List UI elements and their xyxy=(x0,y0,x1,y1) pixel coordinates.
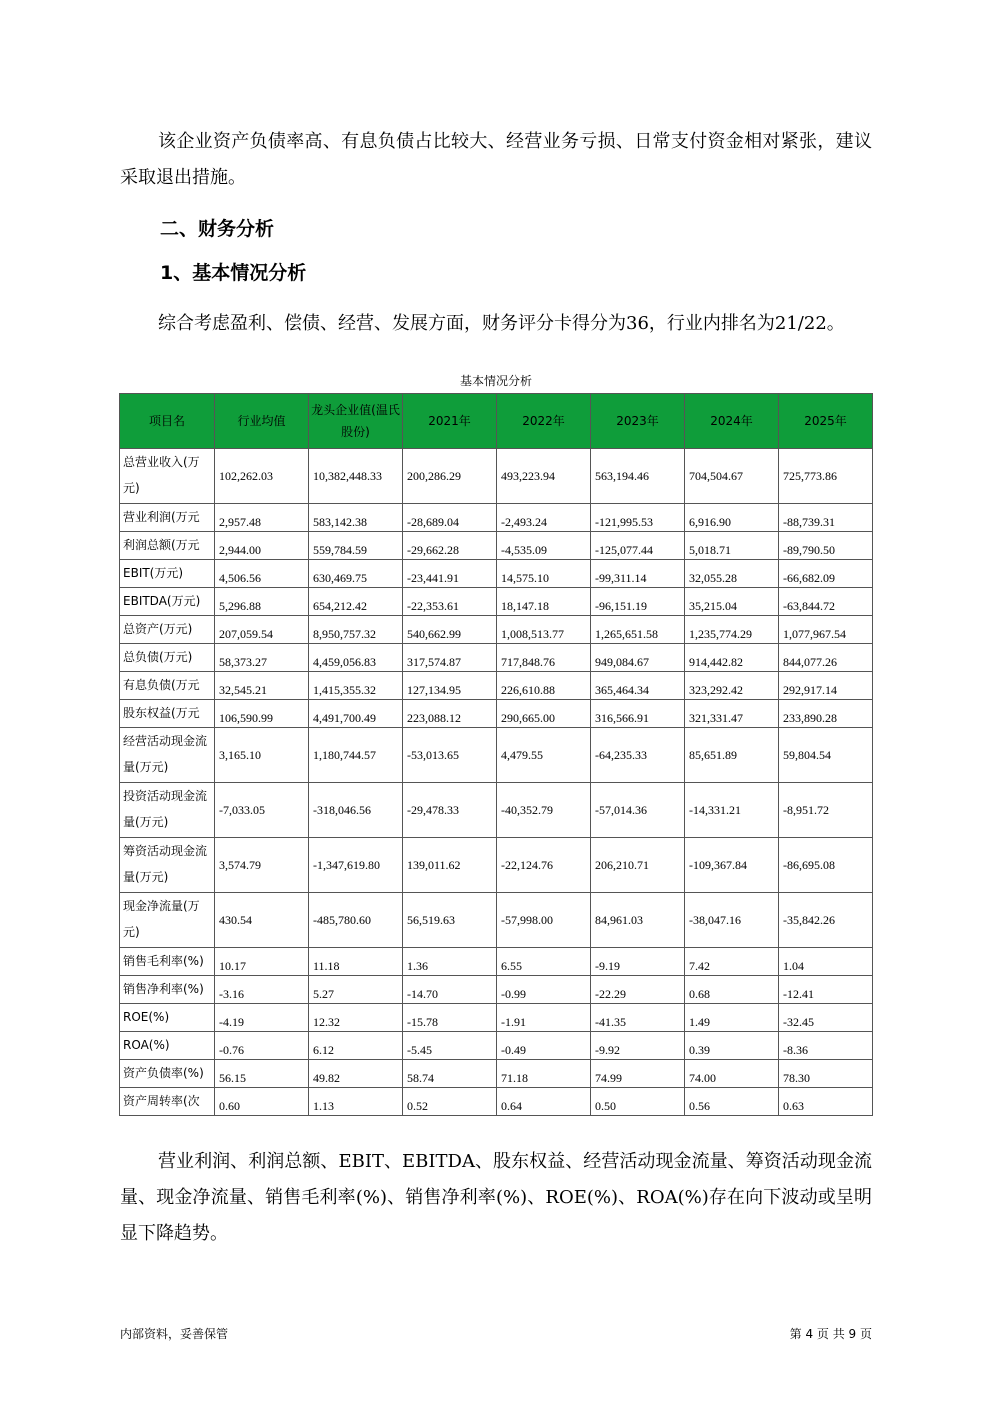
value-cell: 207,059.54 xyxy=(215,616,309,644)
value-cell: 0.56 xyxy=(685,1088,779,1116)
value-cell: -53,013.65 xyxy=(403,728,497,783)
value-cell: -0.99 xyxy=(497,976,591,1004)
value-cell: -23,441.91 xyxy=(403,560,497,588)
value-cell: -41.35 xyxy=(591,1004,685,1032)
value-cell: 323,292.42 xyxy=(685,672,779,700)
value-cell: -318,046.56 xyxy=(309,783,403,838)
value-cell: -35,842.26 xyxy=(779,893,873,948)
value-cell: -12.41 xyxy=(779,976,873,1004)
value-cell: 49.82 xyxy=(309,1060,403,1088)
value-cell: 58,373.27 xyxy=(215,644,309,672)
value-cell: 59,804.54 xyxy=(779,728,873,783)
value-cell: 4,479.55 xyxy=(497,728,591,783)
value-cell: 226,610.88 xyxy=(497,672,591,700)
value-cell: 844,077.26 xyxy=(779,644,873,672)
value-cell: 106,590.99 xyxy=(215,700,309,728)
value-cell: -96,151.19 xyxy=(591,588,685,616)
header-cell: 2025年 xyxy=(779,394,873,449)
value-cell: 74.99 xyxy=(591,1060,685,1088)
value-cell: 1.13 xyxy=(309,1088,403,1116)
table-body xyxy=(120,449,873,1116)
value-cell: 559,784.59 xyxy=(309,532,403,560)
value-cell: 5,018.71 xyxy=(685,532,779,560)
value-cell: 365,464.34 xyxy=(591,672,685,700)
value-cell: 8,950,757.32 xyxy=(309,616,403,644)
value-cell: -57,998.00 xyxy=(497,893,591,948)
value-cell: 35,215.04 xyxy=(685,588,779,616)
value-cell: 0.64 xyxy=(497,1088,591,1116)
conclusion-paragraph: 该企业资产负债率高、有息负债占比较大、经营业务亏损、日常支付资金相对紧张，建议采取退出措施。 xyxy=(120,131,872,188)
value-cell: 11.18 xyxy=(309,948,403,976)
value-cell: 139,011.62 xyxy=(403,838,497,893)
value-cell: -1,347,619.80 xyxy=(309,838,403,893)
value-cell: 0.50 xyxy=(591,1088,685,1116)
value-cell: 1,415,355.32 xyxy=(309,672,403,700)
financial-table xyxy=(119,393,873,1116)
value-cell: -66,682.09 xyxy=(779,560,873,588)
value-cell: 0.52 xyxy=(403,1088,497,1116)
value-cell: 56.15 xyxy=(215,1060,309,1088)
value-cell: -38,047.16 xyxy=(685,893,779,948)
section-heading: 二、财务分析 xyxy=(160,218,275,240)
value-cell: 6.55 xyxy=(497,948,591,976)
value-cell: 4,491,700.49 xyxy=(309,700,403,728)
value-cell: 32,545.21 xyxy=(215,672,309,700)
value-cell: 321,331.47 xyxy=(685,700,779,728)
header-cell: 行业均值 xyxy=(215,394,309,449)
value-cell: -86,695.08 xyxy=(779,838,873,893)
row-label-cell: EBIT(万元) xyxy=(120,560,215,588)
value-cell: 540,662.99 xyxy=(403,616,497,644)
table-row xyxy=(120,616,873,644)
value-cell: 102,262.03 xyxy=(215,449,309,504)
table-row xyxy=(120,783,873,838)
value-cell: 233,890.28 xyxy=(779,700,873,728)
value-cell: -14,331.21 xyxy=(685,783,779,838)
value-cell: -64,235.33 xyxy=(591,728,685,783)
table-row xyxy=(120,1060,873,1088)
value-cell: -29,478.33 xyxy=(403,783,497,838)
value-cell: -0.76 xyxy=(215,1032,309,1060)
value-cell: 583,142.38 xyxy=(309,504,403,532)
row-label-cell: 有息负债(万元 xyxy=(120,672,215,700)
value-cell: -88,739.31 xyxy=(779,504,873,532)
value-cell: 1,077,967.54 xyxy=(779,616,873,644)
value-cell: 71.18 xyxy=(497,1060,591,1088)
value-cell: 85,651.89 xyxy=(685,728,779,783)
value-cell: -32.45 xyxy=(779,1004,873,1032)
value-cell: -99,311.14 xyxy=(591,560,685,588)
table-row xyxy=(120,700,873,728)
table-row xyxy=(120,504,873,532)
value-cell: 5,296.88 xyxy=(215,588,309,616)
value-cell: -57,014.36 xyxy=(591,783,685,838)
header-cell: 2023年 xyxy=(591,394,685,449)
value-cell: 0.63 xyxy=(779,1088,873,1116)
value-cell: -485,780.60 xyxy=(309,893,403,948)
value-cell: 4,459,056.83 xyxy=(309,644,403,672)
table-row xyxy=(120,449,873,504)
value-cell: -22.29 xyxy=(591,976,685,1004)
row-label-cell: 资产负债率(%) xyxy=(120,1060,215,1088)
value-cell: -22,124.76 xyxy=(497,838,591,893)
value-cell: 32,055.28 xyxy=(685,560,779,588)
value-cell: 1,235,774.29 xyxy=(685,616,779,644)
value-cell: 3,165.10 xyxy=(215,728,309,783)
table-row xyxy=(120,728,873,783)
value-cell: 2,944.00 xyxy=(215,532,309,560)
value-cell: 6.12 xyxy=(309,1032,403,1060)
value-cell: 914,442.82 xyxy=(685,644,779,672)
footer-page-number: 第 4 页 共 9 页 xyxy=(789,1327,872,1341)
row-label-cell: 总负债(万元) xyxy=(120,644,215,672)
table-row xyxy=(120,893,873,948)
row-label-cell: 资产周转率(次 xyxy=(120,1088,215,1116)
header-cell: 2022年 xyxy=(497,394,591,449)
value-cell: -7,033.05 xyxy=(215,783,309,838)
value-cell: 12.32 xyxy=(309,1004,403,1032)
value-cell: 717,848.76 xyxy=(497,644,591,672)
row-label-cell: EBITDA(万元) xyxy=(120,588,215,616)
value-cell: -5.45 xyxy=(403,1032,497,1060)
table-row xyxy=(120,672,873,700)
value-cell: 127,134.95 xyxy=(403,672,497,700)
row-label-cell: 总资产(万元) xyxy=(120,616,215,644)
trend-paragraph: 营业利润、利润总额、EBIT、EBITDA、股东权益、经营活动现金流量、筹资活动现金流量、现金净流量、销售毛利率(%)、销售净利率(%)、ROE(%)、ROA(%)存在向下波动或呈明显下降趋势。 xyxy=(120,1151,872,1244)
value-cell: -8,951.72 xyxy=(779,783,873,838)
value-cell: 317,574.87 xyxy=(403,644,497,672)
value-cell: -89,790.50 xyxy=(779,532,873,560)
value-cell: 4,506.56 xyxy=(215,560,309,588)
value-cell: 563,194.46 xyxy=(591,449,685,504)
value-cell: -15.78 xyxy=(403,1004,497,1032)
value-cell: 84,961.03 xyxy=(591,893,685,948)
value-cell: -125,077.44 xyxy=(591,532,685,560)
value-cell: 430.54 xyxy=(215,893,309,948)
value-cell: -1.91 xyxy=(497,1004,591,1032)
header-cell: 2021年 xyxy=(403,394,497,449)
value-cell: 290,665.00 xyxy=(497,700,591,728)
table-row xyxy=(120,560,873,588)
row-label-cell: 营业利润(万元 xyxy=(120,504,215,532)
value-cell: -109,367.84 xyxy=(685,838,779,893)
value-cell: 74.00 xyxy=(685,1060,779,1088)
table-row xyxy=(120,644,873,672)
value-cell: 56,519.63 xyxy=(403,893,497,948)
value-cell: 14,575.10 xyxy=(497,560,591,588)
value-cell: 316,566.91 xyxy=(591,700,685,728)
value-cell: -22,353.61 xyxy=(403,588,497,616)
value-cell: 1.04 xyxy=(779,948,873,976)
value-cell: 58.74 xyxy=(403,1060,497,1088)
value-cell: -63,844.72 xyxy=(779,588,873,616)
row-label-cell: 总营业收入(万元) xyxy=(120,449,215,504)
value-cell: -0.49 xyxy=(497,1032,591,1060)
value-cell: -2,493.24 xyxy=(497,504,591,532)
value-cell: -40,352.79 xyxy=(497,783,591,838)
value-cell: 6,916.90 xyxy=(685,504,779,532)
row-label-cell: 股东权益(万元 xyxy=(120,700,215,728)
row-label-cell: 经营活动现金流量(万元) xyxy=(120,728,215,783)
value-cell: 3,574.79 xyxy=(215,838,309,893)
value-cell: 2,957.48 xyxy=(215,504,309,532)
header-cell: 项目名 xyxy=(120,394,215,449)
value-cell: -4.19 xyxy=(215,1004,309,1032)
table-row xyxy=(120,1032,873,1060)
value-cell: -121,995.53 xyxy=(591,504,685,532)
row-label-cell: 销售毛利率(%) xyxy=(120,948,215,976)
value-cell: 630,469.75 xyxy=(309,560,403,588)
row-label-cell: 现金净流量(万元) xyxy=(120,893,215,948)
value-cell: -4,535.09 xyxy=(497,532,591,560)
row-label-cell: ROE(%) xyxy=(120,1004,215,1032)
value-cell: -9.92 xyxy=(591,1032,685,1060)
header-cell: 龙头企业值(温氏股份) xyxy=(309,394,403,449)
value-cell: 0.39 xyxy=(685,1032,779,1060)
value-cell: 223,088.12 xyxy=(403,700,497,728)
row-label-cell: 利润总额(万元 xyxy=(120,532,215,560)
value-cell: 0.60 xyxy=(215,1088,309,1116)
row-label-cell: 投资活动现金流量(万元) xyxy=(120,783,215,838)
table-row xyxy=(120,1004,873,1032)
value-cell: -14.70 xyxy=(403,976,497,1004)
value-cell: 493,223.94 xyxy=(497,449,591,504)
footer-confidential: 内部资料，妥善保管 xyxy=(120,1327,229,1341)
table-header-row xyxy=(120,394,873,449)
table-row xyxy=(120,1088,873,1116)
value-cell: 292,917.14 xyxy=(779,672,873,700)
value-cell: 10.17 xyxy=(215,948,309,976)
value-cell: 1.36 xyxy=(403,948,497,976)
value-cell: 0.68 xyxy=(685,976,779,1004)
value-cell: 1,265,651.58 xyxy=(591,616,685,644)
row-label-cell: 销售净利率(%) xyxy=(120,976,215,1004)
table-caption: 基本情况分析 xyxy=(459,374,532,388)
row-label-cell: 筹资活动现金流量(万元) xyxy=(120,838,215,893)
score-paragraph: 综合考虑盈利、偿债、经营、发展方面，财务评分卡得分为36，行业内排名为21/22。 xyxy=(158,313,845,334)
value-cell: 7.42 xyxy=(685,948,779,976)
value-cell: -29,662.28 xyxy=(403,532,497,560)
value-cell: 1.49 xyxy=(685,1004,779,1032)
table-row xyxy=(120,838,873,893)
value-cell: 200,286.29 xyxy=(403,449,497,504)
value-cell: -3.16 xyxy=(215,976,309,1004)
value-cell: 704,504.67 xyxy=(685,449,779,504)
value-cell: 1,008,513.77 xyxy=(497,616,591,644)
table-row xyxy=(120,976,873,1004)
header-cell: 2024年 xyxy=(685,394,779,449)
value-cell: -8.36 xyxy=(779,1032,873,1060)
row-label-cell: ROA(%) xyxy=(120,1032,215,1060)
value-cell: 1,180,744.57 xyxy=(309,728,403,783)
value-cell: 654,212.42 xyxy=(309,588,403,616)
subsection-heading: 1、基本情况分析 xyxy=(160,262,307,284)
table-row xyxy=(120,948,873,976)
value-cell: -28,689.04 xyxy=(403,504,497,532)
value-cell: 5.27 xyxy=(309,976,403,1004)
table-row xyxy=(120,532,873,560)
value-cell: 725,773.86 xyxy=(779,449,873,504)
value-cell: 949,084.67 xyxy=(591,644,685,672)
value-cell: 10,382,448.33 xyxy=(309,449,403,504)
value-cell: 206,210.71 xyxy=(591,838,685,893)
value-cell: 78.30 xyxy=(779,1060,873,1088)
table-row xyxy=(120,588,873,616)
value-cell: 18,147.18 xyxy=(497,588,591,616)
value-cell: -9.19 xyxy=(591,948,685,976)
